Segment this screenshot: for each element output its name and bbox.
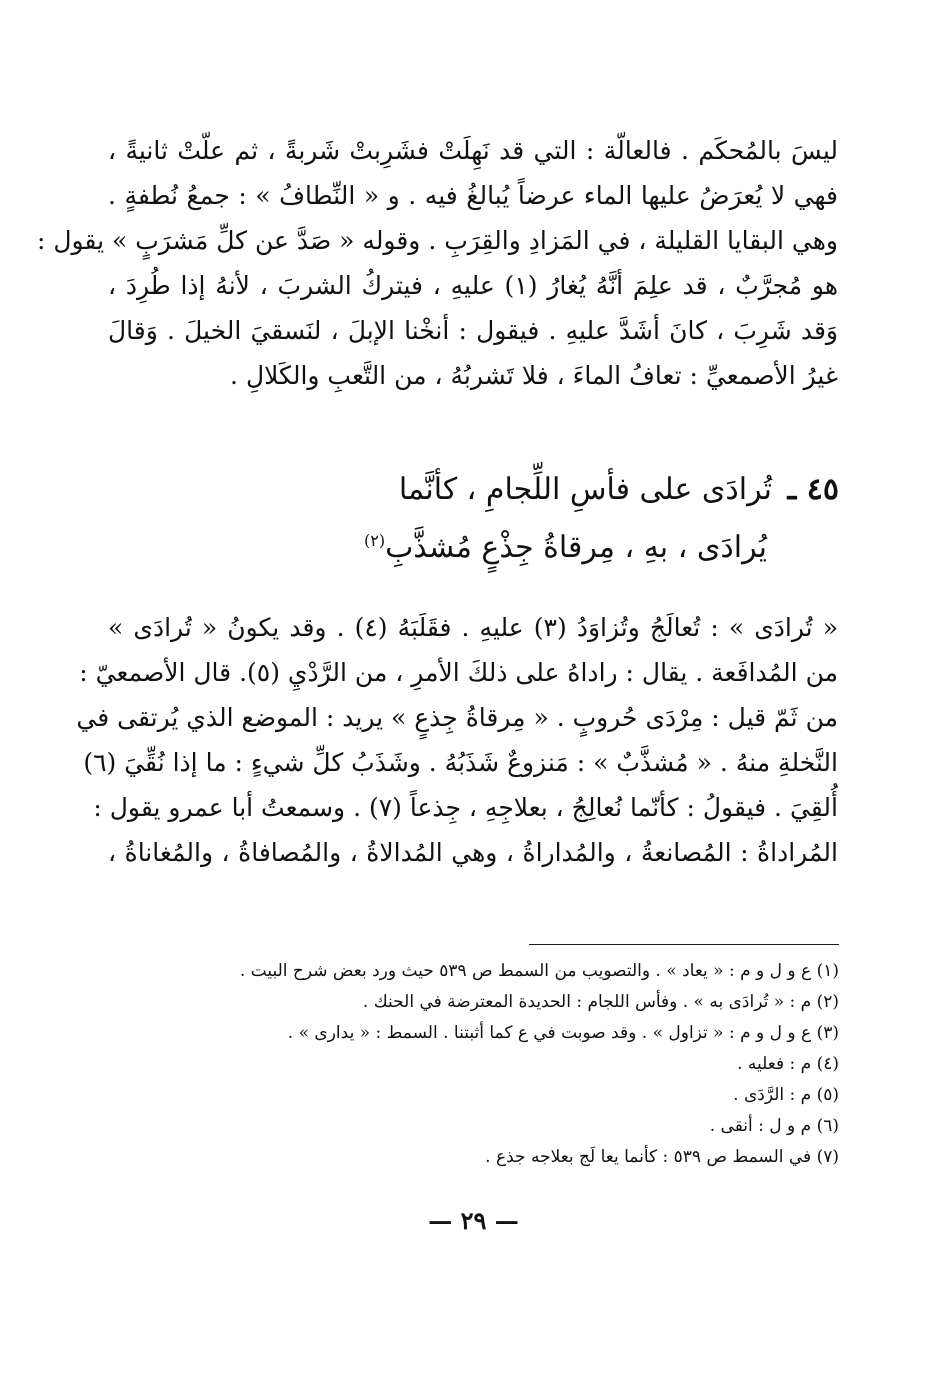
footnote-divider: [529, 944, 839, 945]
footnote: (٦) م و ل : أنقى .: [709, 1116, 839, 1136]
text-line: النَّخلةِ منهُ . « مُشذَّبٌ » : مَنزوعٌ شَذَبُهُ . وشَذَبُ كلِّ شيءٍ : ما إذا نُقِّيَ (٦): [83, 748, 838, 777]
verse-number: ٤٥ ـ: [787, 472, 839, 507]
text-line: أُلقِيَ . فيقولُ : كأنّما نُعالِجُ ، بعلاجِهِ ، جِذعاً (٧) . وسمعتُ أبا عمرو يقول :: [93, 793, 838, 822]
commentary-paragraph-1: [36, 128, 838, 398]
footnote: (٥) م : الرَّدَى .: [733, 1085, 839, 1105]
verse-second-hemistich: [364, 530, 767, 565]
footnote: (١) ع و ل و م : « يعاد » . والتصويب من السمط ص ٥٣٩ حيث ورد بعض شرح البيت .: [239, 961, 839, 981]
footnote: (٤) م : فعليه .: [737, 1054, 839, 1074]
verse-note-mark: (٢): [363, 531, 386, 550]
page-number: — ٢٩ —: [428, 1206, 519, 1235]
footnote: (٢) م : « تُرادَى به » . وفأس اللجام : الحديدة المعترضة في الحنك .: [362, 992, 839, 1012]
text-line: من ثَمّ قيل : مِرْدَى حُروبٍ . « مِرقاةُ جِذعٍ » يريد : الموضع الذي يُرتقى في: [76, 703, 838, 732]
text-line: غيرُ الأصمعيِّ : تعافُ الماءَ ، فلا تَشربُهُ ، من التَّعبِ والكَلالِ .: [230, 361, 838, 390]
verse-first-hemistich: [399, 472, 839, 507]
text-line: من المُدافَعة . يقال : راداهُ على ذلكَ الأمرِ ، من الرَّدْيِ (٥). قال الأصمعيّ :: [79, 658, 838, 687]
text-line: فهي لا يُعرَضُ عليها الماء عرضاً يُبالغُ فيه . و « النِّطافُ » : جمعُ نُطفةٍ .: [108, 181, 838, 210]
commentary-paragraph-2: [76, 605, 838, 875]
footnote: (٣) ع و ل و م : « تزاول » . وقد صوبت في ع كما أثبتنا . السمط : « يدارى » .: [287, 1023, 839, 1043]
verse-line-1: تُرادَى على فأسِ اللِّجامِ ، كأنَّما: [398, 472, 772, 507]
verse-line-2: يُرادَى ، بهِ ، مِرقاةُ جِذْعٍ مُشذَّبِ: [385, 530, 767, 565]
text-line: ليسَ بالمُحكَم . فالعالّة : التي قد نَهِلَتْ فشَرِبتْ شَربةً ، ثم علّتْ ثانيةً ،: [108, 136, 838, 165]
footnote: (٧) في السمط ص ٥٣٩ : كأنما يعا لَج بعلاجه جذع .: [485, 1147, 839, 1167]
text-line: وهي البقايا القليلة ، في المَزادِ والقِرَبِ . وقوله « صَدَّ عن كلِّ مَشرَبٍ » يقول :: [36, 226, 838, 255]
text-line: هو مُجرَّبٌ ، قد علِمَ أنَّهُ يُغارُ (١) عليهِ ، فيتركُ الشربَ ، لأنهُ إذا طُرِدَ ،: [108, 271, 838, 300]
text-line: وَقد شَرِبَ ، كانَ أشَدَّ عليهِ . فيقول : أنخْنا الإبلَ ، لنَسقيَ الخيلَ . وَقالَ: [108, 316, 838, 345]
text-line: « تُرادَى » : تُعالَجُ وتُزاوَدُ (٣) عليهِ . فقَلَبَهُ (٤) . وقد يكونُ « تُرادَى »: [108, 613, 838, 642]
text-line: المُراداةُ : المُصانعةُ ، والمُداراةُ ، وهي المُدالاةُ ، والمُصافاةُ ، والمُغاناةُ ،: [108, 838, 838, 867]
footnotes: [139, 956, 839, 1173]
